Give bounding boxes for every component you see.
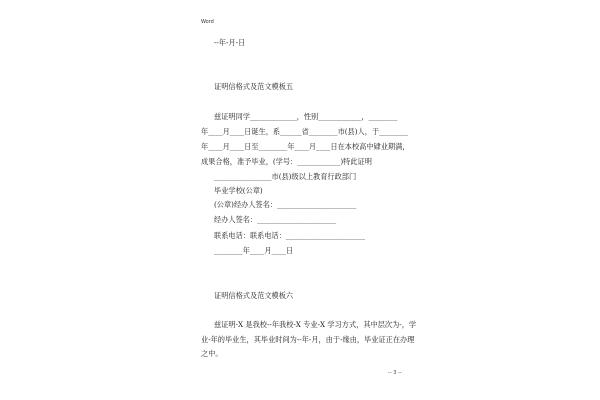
template5-line-6: 毕业学校(公章) [214,186,263,195]
template5-line-3: 年____月____日至________年____月____日在本校高中肄业期满， [201,142,410,151]
template6-line-1: 兹证明-X 是我校--年我校-X 专业-X 学习方式，其中层次为-，学 [214,320,417,329]
document-header: Word [201,19,214,25]
template5-title: 证明信格式及范文模板五 [214,82,294,91]
template5-line-8: 经办人签名：______________________ [214,215,337,224]
template6-line-3: 之中。 [201,349,223,358]
template5-line-5: ________________市(县)级以上教育行政部门 [214,172,357,181]
date-line-top: --年-月-日 [214,38,246,47]
template6-title: 证明信格式及范文模板六 [214,291,294,300]
template5-line-10: ________年____月____日 [214,246,294,255]
template5-line-4: 成果合格，准予毕业，(学号：____________)特此证明 [201,157,372,166]
template5-line-7: (公章)经办人签名：______________________ [214,200,357,209]
template5-line-1: 兹证明同学_____________，性别____________，________ [214,112,398,121]
template5-line-2: 年____月____日诞生，系______省________市(县)人，于________ [201,127,408,136]
page-number: -- 3 -- [388,370,402,376]
template5-line-9: 联系电话：联系电话：______________________ [214,231,365,240]
template6-line-2: 业-年的毕业生，其毕业时间为--年-月，由于-缘由，毕业证正在办理 [201,335,415,344]
